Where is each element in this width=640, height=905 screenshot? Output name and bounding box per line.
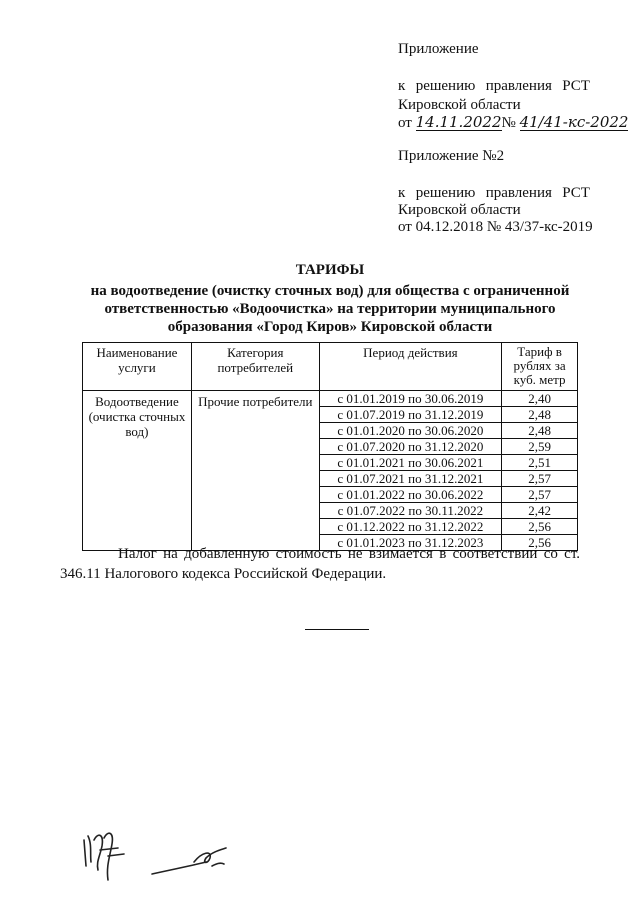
cell-period: с 01.01.2021 по 30.06.2021 — [319, 455, 501, 471]
cell-period: с 01.01.2022 по 30.06.2022 — [319, 487, 501, 503]
cell-rate: 2,42 — [502, 503, 578, 519]
appendix-heading: Приложение — [398, 41, 479, 57]
title-line-1: на водоотведение (очистку сточных вод) для общества с ограниченной — [90, 283, 570, 299]
cell-rate: 2,59 — [502, 439, 578, 455]
end-rule — [305, 629, 369, 630]
cell-period: с 01.01.2019 по 30.06.2019 — [319, 391, 501, 407]
appendix-decision-line — [398, 77, 590, 95]
document-title: ТАРИФЫ — [295, 262, 365, 278]
vat-note-line-2: 346.11 Налогового кодекса Российской Федерации. — [60, 566, 387, 582]
vat-note-line-1: Налог на добавленную стоимость не взимается в соответствии со ст. — [118, 546, 580, 562]
appendix2-date-number: от 04.12.2018 № 43/37-кс-2019 — [398, 219, 593, 235]
appendix2-heading: Приложение №2 — [398, 148, 505, 164]
cell-rate: 2,40 — [502, 391, 578, 407]
handwritten-signature — [150, 842, 240, 878]
cell-rate: 2,51 — [502, 455, 578, 471]
cell-category: Прочие потребители — [191, 391, 319, 551]
cell-period: с 01.07.2022 по 30.11.2022 — [319, 503, 501, 519]
appendix-date-number — [398, 114, 628, 132]
appendix-region: Кировской области — [398, 97, 521, 113]
word-rst: РСТ — [562, 78, 590, 94]
cell-period: с 01.01.2023 по 31.12.2023 — [319, 535, 501, 551]
word-board: правления — [485, 185, 552, 201]
handwritten-number: 41/41-кс-2022 — [519, 113, 629, 131]
vat-note — [60, 544, 580, 584]
cell-period: с 01.12.2022 по 31.12.2022 — [319, 519, 501, 535]
cell-rate: 2,57 — [502, 487, 578, 503]
cell-service: Водоотведение (очистка сточных вод) — [83, 391, 192, 551]
header-period: Период действия — [319, 343, 501, 391]
title-line-3: образования «Город Киров» Кировской области — [167, 319, 493, 335]
appendix2-region: Кировской области — [398, 202, 521, 218]
number-sign: № — [501, 115, 516, 131]
initials-scribble — [78, 826, 134, 884]
table-header-row — [83, 343, 578, 391]
cell-period: с 01.07.2019 по 31.12.2019 — [319, 407, 501, 423]
cell-rate: 2,48 — [502, 407, 578, 423]
header-category: Категория потребителей — [191, 343, 319, 391]
header-rate: Тариф в рублях за куб. метр — [502, 343, 578, 391]
cell-rate: 2,56 — [502, 519, 578, 535]
table-row — [83, 391, 578, 407]
word-decision: решению — [415, 78, 476, 94]
header-service: Наименование услуги — [83, 343, 192, 391]
cell-period: с 01.07.2020 по 31.12.2020 — [319, 439, 501, 455]
cell-rate: 2,56 — [502, 535, 578, 551]
handwritten-initials — [78, 826, 134, 884]
signature-scribble — [150, 842, 240, 878]
from-label: от — [398, 115, 412, 131]
word-board: правления — [485, 78, 552, 94]
appendix2-decision-line — [398, 184, 590, 202]
cell-rate: 2,57 — [502, 471, 578, 487]
cell-period: с 01.07.2021 по 31.12.2021 — [319, 471, 501, 487]
cell-rate: 2,48 — [502, 423, 578, 439]
word-rst: РСТ — [562, 185, 590, 201]
handwritten-date: 14.11.2022 — [415, 113, 502, 131]
word-decision: решению — [415, 185, 476, 201]
tariff-table — [82, 342, 578, 551]
word-k: к — [398, 78, 406, 94]
title-line-2: ответственностью «Водоочистка» на территории муниципального — [104, 301, 556, 317]
word-k: к — [398, 185, 406, 201]
cell-period: с 01.01.2020 по 30.06.2020 — [319, 423, 501, 439]
